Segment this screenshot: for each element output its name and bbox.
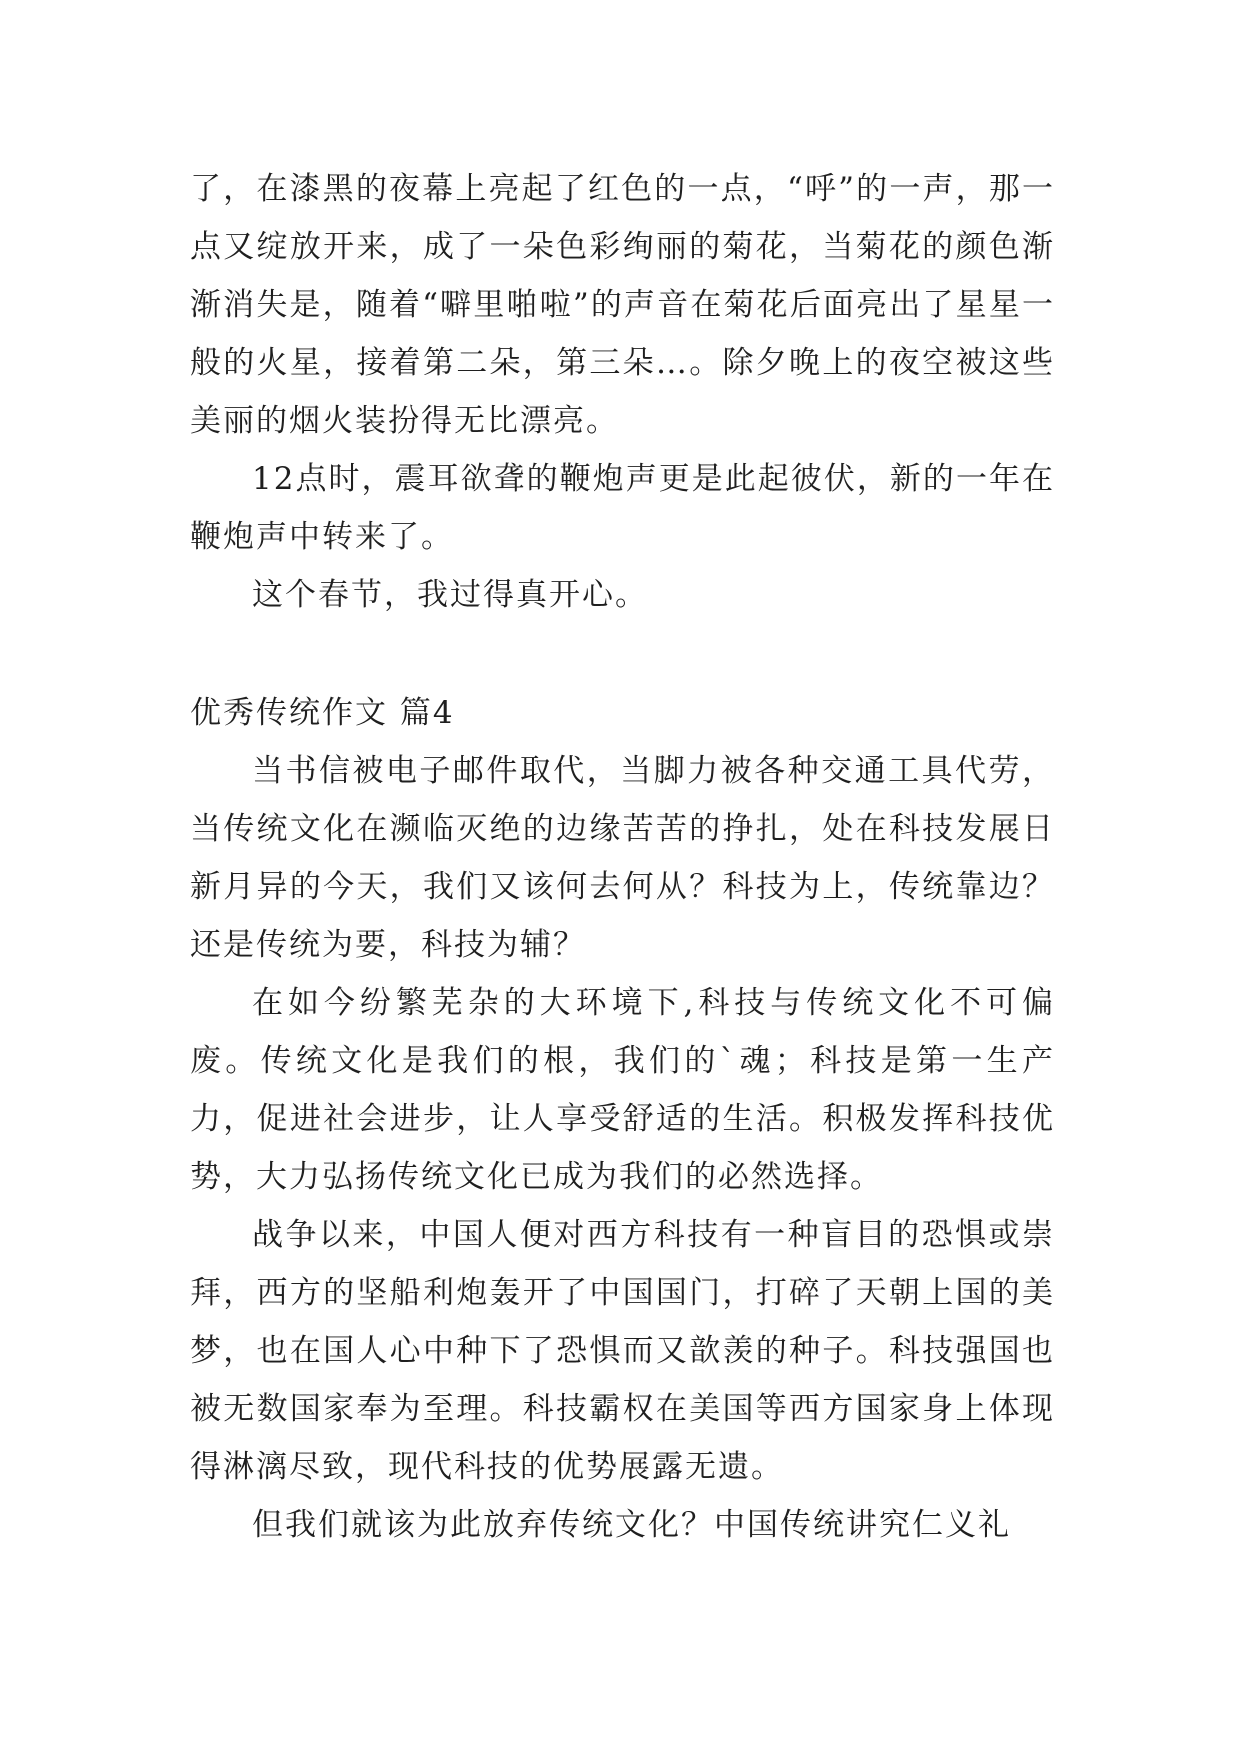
section-title: 优秀传统作文 篇4 (190, 695, 455, 731)
paragraph-letters-email: 当书信被电子邮件取代，当脚力被各种交通工具代劳，当传统文化在濒临灭绝的边缘苦苦的挣扎，处在科技发展日新月异的今天，我们又该何去何从？科技为上，传统靠边？还是传统为要，科技为辅？ (190, 753, 1055, 963)
paragraph-war-and-fear: 战争以来，中国人便对西方科技有一种盲目的恐惧或崇拜，西方的坚船利炮轰开了中国国门，打碎了天朝上国的美梦，也在国人心中种下了恐惧而又歆羡的种子。科技强国也被无数国家奉为至理。科技霸权在美国等西方国家身上体现得淋漓尽致，现代科技的优势展露无遗。 (190, 1217, 1055, 1485)
paragraph-happy-spring-festival: 这个春节，我过得真开心。 (252, 577, 648, 613)
paragraph-abandon-tradition: 但我们就该为此放弃传统文化？中国传统讲究仁义礼 (252, 1507, 1011, 1543)
section-gap (190, 624, 1055, 684)
paragraph-midnight: 12点时，震耳欲聋的鞭炮声更是此起彼伏，新的一年在鞭炮声中转来了。 (190, 461, 1055, 555)
document-body (190, 160, 1055, 1554)
paragraph-fireworks: 了，在漆黑的夜幕上亮起了红色的一点，“呼”的一声，那一点又绽放开来，成了一朵色彩绚丽的菊花，当菊花的颜色渐渐消失是，随着“噼里啪啦”的声音在菊花后面亮出了星星一般的火星，接着第二朵，第三朵…。除夕晚上的夜空被这些美丽的烟火装扮得无比漂亮。 (190, 171, 1055, 439)
paragraph-tech-and-tradition: 在如今纷繁芜杂的大环境下,科技与传统文化不可偏废。传统文化是我们的根，我们的`魂；科技是第一生产力，促进社会进步，让人享受舒适的生活。积极发挥科技优势，大力弘扬传统文化已成为我们的必然选择。 (190, 985, 1055, 1195)
